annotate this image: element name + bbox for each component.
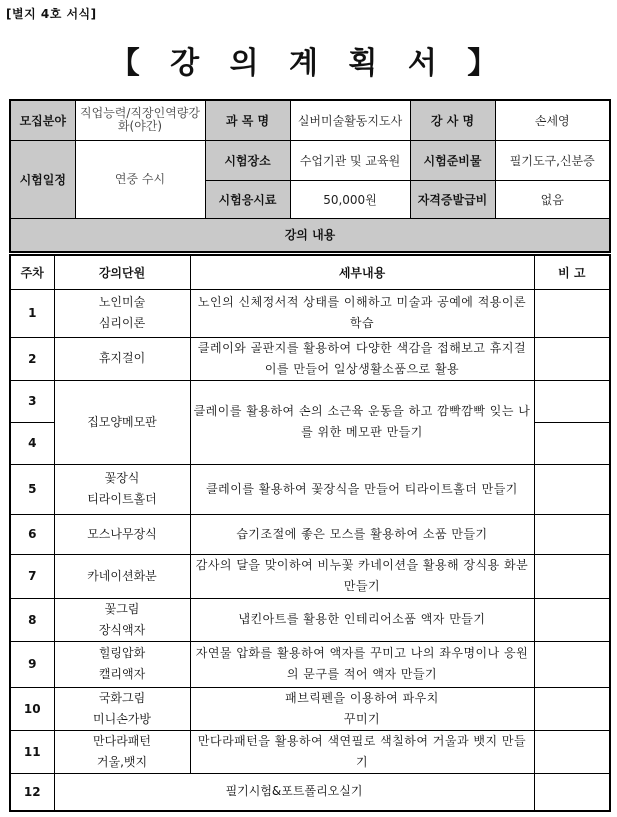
week-unit: 힐링압화 캘리액자 xyxy=(54,641,190,687)
week-note xyxy=(534,289,610,337)
week-unit: 휴지걸이 xyxy=(54,337,190,380)
cert-fee-value: 없음 xyxy=(495,180,610,218)
week-row xyxy=(10,730,610,773)
week-row xyxy=(10,514,610,554)
week-detail: 습기조절에 좋은 모스를 활용하여 소품 만들기 xyxy=(190,514,534,554)
week-note xyxy=(534,514,610,554)
week-number: 6 xyxy=(10,514,54,554)
week-note xyxy=(534,687,610,730)
field-label: 모집분야 xyxy=(10,100,75,140)
week-detail: 냅킨아트를 활용한 인테리어소품 액자 만들기 xyxy=(190,598,534,641)
week-note xyxy=(534,422,610,464)
week-number: 4 xyxy=(10,422,54,464)
week-unit: 노인미술 심리이론 xyxy=(54,289,190,337)
week-note xyxy=(534,641,610,687)
week-number: 5 xyxy=(10,464,54,514)
fee-value: 50,000원 xyxy=(290,180,410,218)
week-detail: 클레이를 활용하여 꽃장식을 만들어 티라이트홀더 만들기 xyxy=(190,464,534,514)
document-title: 【 강 의 계 획 서 】 xyxy=(109,46,508,81)
form-label: [별지 4호 서식] xyxy=(6,7,97,21)
schedule-value: 연중 수시 xyxy=(75,140,205,218)
week-detail: 자연물 압화를 활용하여 액자를 꾸미고 나의 좌우명이나 응원의 문구를 적어 액자 만들기 xyxy=(190,641,534,687)
week-unit: 만다라패턴 거울,뱃지 xyxy=(54,730,190,773)
week-note xyxy=(534,554,610,598)
week-row xyxy=(10,464,610,514)
schedule-label: 시험일정 xyxy=(10,140,75,218)
week-row xyxy=(10,554,610,598)
week-row xyxy=(10,773,610,811)
week-unit: 모스나무장식 xyxy=(54,514,190,554)
place-value: 수업기관 및 교육원 xyxy=(290,140,410,180)
week-detail: 클레이를 활용하여 손의 소근육 운동을 하고 깜빡깜빡 잊는 나를 위한 메모판 만들기 xyxy=(190,380,534,464)
week-unit: 국화그림 미니손가방 xyxy=(54,687,190,730)
week-number: 12 xyxy=(10,773,54,811)
column-header-row xyxy=(10,255,610,289)
info-row-1 xyxy=(10,100,610,140)
column-note: 비 고 xyxy=(534,255,610,289)
column-week: 주차 xyxy=(10,255,54,289)
instructor-value: 손세영 xyxy=(495,100,610,140)
place-label: 시험장소 xyxy=(205,140,290,180)
week-detail: 만다라패턴을 활용하여 색연필로 색칠하여 거울과 뱃지 만들기 xyxy=(190,730,534,773)
week-number: 10 xyxy=(10,687,54,730)
week-number: 1 xyxy=(10,289,54,337)
week-row xyxy=(10,289,610,337)
cert-fee-label: 자격증발급비 xyxy=(410,180,495,218)
week-number: 11 xyxy=(10,730,54,773)
info-row-2 xyxy=(10,140,610,180)
week-row xyxy=(10,337,610,380)
week-detail: 감사의 달을 맞이하여 비누꽃 카네이션을 활용해 장식용 화분 만들기 xyxy=(190,554,534,598)
week-note xyxy=(534,730,610,773)
supplies-value: 필기도구,신분증 xyxy=(495,140,610,180)
week-number: 9 xyxy=(10,641,54,687)
lecture-plan-table xyxy=(9,99,611,253)
week-row xyxy=(10,380,610,422)
course-label: 과 목 명 xyxy=(205,100,290,140)
section-title: 강의 내용 xyxy=(10,218,610,252)
column-unit: 강의단원 xyxy=(54,255,190,289)
week-note xyxy=(534,464,610,514)
week-note xyxy=(534,337,610,380)
week-row xyxy=(10,641,610,687)
week-unit: 필기시험&포트폴리오실기 xyxy=(54,773,534,811)
week-number: 8 xyxy=(10,598,54,641)
week-note xyxy=(534,380,610,422)
week-unit: 꽃그림 장식액자 xyxy=(54,598,190,641)
week-row xyxy=(10,598,610,641)
week-detail: 클레이와 골판지를 활용하여 다양한 색감을 접해보고 휴지걸이를 만들어 일상생활소품으로 활용 xyxy=(190,337,534,380)
week-detail: 노인의 신체정서적 상태를 이해하고 미술과 공예에 적용이론 학습 xyxy=(190,289,534,337)
week-detail: 패브릭펜을 이용하여 파우치 꾸미기 xyxy=(190,687,534,730)
section-row xyxy=(10,218,610,252)
column-detail: 세부내용 xyxy=(190,255,534,289)
week-unit: 집모양메모판 xyxy=(54,380,190,464)
week-number: 2 xyxy=(10,337,54,380)
week-unit: 꽃장식 티라이트홀더 xyxy=(54,464,190,514)
fee-label: 시험응시료 xyxy=(205,180,290,218)
week-note xyxy=(534,773,610,811)
week-number: 3 xyxy=(10,380,54,422)
field-value: 직업능력/직장인역량강화(야간) xyxy=(75,100,205,140)
supplies-label: 시험준비물 xyxy=(410,140,495,180)
week-number: 7 xyxy=(10,554,54,598)
instructor-label: 강 사 명 xyxy=(410,100,495,140)
week-note xyxy=(534,598,610,641)
week-row xyxy=(10,687,610,730)
weeks-table xyxy=(9,254,611,812)
course-value: 실버미술활동지도사 xyxy=(290,100,410,140)
week-unit: 카네이션화분 xyxy=(54,554,190,598)
